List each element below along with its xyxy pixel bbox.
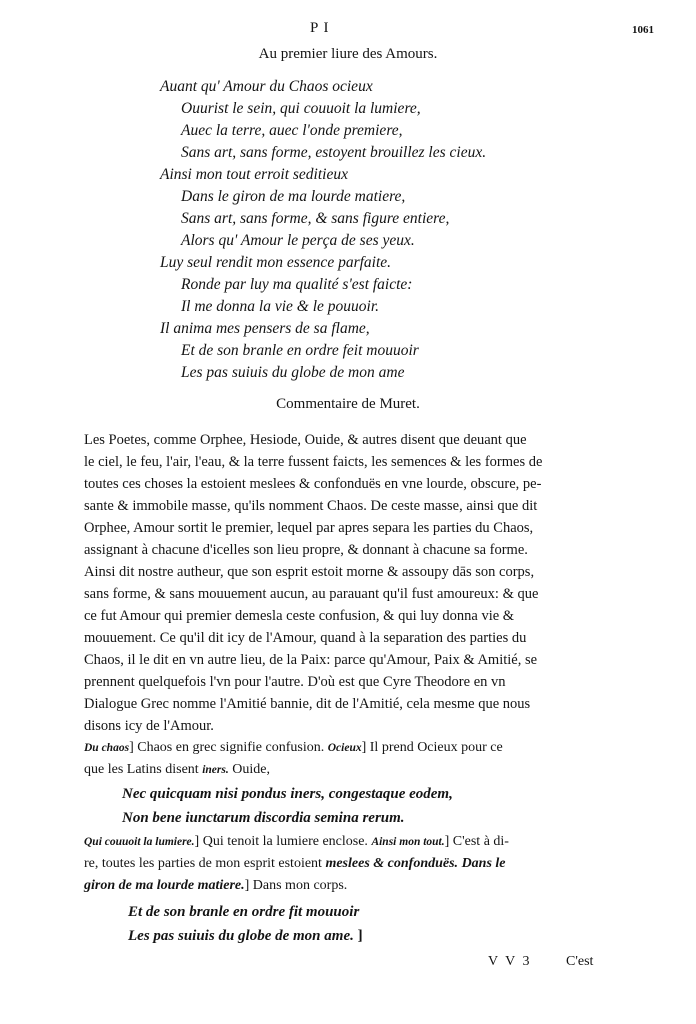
commentary-line: Orphee, Amour sortit le premier, lequel par apres separa les parties du Chaos, <box>84 520 534 536</box>
note-lemma: Ocieux <box>327 742 362 754</box>
note-line <box>84 762 270 778</box>
note-text: que les Latins disent <box>84 762 199 777</box>
note-line <box>84 878 347 894</box>
note-line <box>84 856 506 872</box>
poem-line: Et de son branle en ordre feit mouuoir <box>181 342 419 359</box>
poem-line: Auec la terre, auec l'onde premiere, <box>181 122 403 139</box>
quoted-verse-line: Et de son branle en ordre fit mouuoir <box>128 904 360 920</box>
poem-line: Sans art, sans forme, estoyent brouillez les cieux. <box>181 144 487 161</box>
poem-line: Alors qu' Amour le perça de ses yeux. <box>181 232 415 249</box>
commentary-line: sante & immobile masse, qu'ils nomment Chaos. De ceste masse, ainsi que dit <box>84 498 538 514</box>
poem-line: Ronde par luy ma qualité s'est faicte: <box>181 276 413 293</box>
latin-quote-line: Nec quicquam nisi pondus iners, congestaque eodem, <box>122 786 453 802</box>
poem-line: Luy seul rendit mon essence parfaite. <box>160 254 392 271</box>
commentary-line: Les Poetes, comme Orphee, Hesiode, Ouide, & autres disent que deuant que <box>84 432 527 448</box>
latin-quote-line: Non bene iunctarum discordia semina rerum. <box>122 810 405 826</box>
note-text: ] Dans mon corps. <box>244 878 348 893</box>
note-text: Ouide, <box>232 762 270 777</box>
note-line <box>84 740 503 756</box>
section-title: Au premier liure des Amours. <box>258 46 438 62</box>
commentary-line: disons icy de l'Amour. <box>84 718 214 734</box>
note-line <box>84 834 509 850</box>
note-text: ] C'est à di- <box>444 834 509 849</box>
note-text: ] Qui tenoit la lumiere enclose. <box>194 834 368 849</box>
footer-signature: V V 3 <box>488 954 532 969</box>
commentary-line: le ciel, le feu, l'air, l'eau, & la terre fussent faicts, les semences & les formes de <box>84 454 543 470</box>
commentary-title: Commentaire de Muret. <box>276 396 420 412</box>
quoted-verse-text: Les pas suiuis du globe de mon ame. <box>128 928 354 944</box>
closing-bracket: ] <box>357 928 363 944</box>
poem-line: Ainsi mon tout erroit seditieux <box>160 166 348 183</box>
commentary-line: prennent quelquefois l'vn pour l'autre. D'où est que Cyre Theodore en vn <box>84 674 506 690</box>
note-lemma: giron de ma lourde matiere. <box>84 878 245 893</box>
signature-mark: P I <box>310 20 330 36</box>
poem-line: Les pas suiuis du globe de mon ame <box>181 364 405 381</box>
poem-line: Sans art, sans forme, & sans figure entiere, <box>181 210 450 227</box>
note-text: ] Chaos en grec signifie confusion. <box>129 740 325 755</box>
note-lemma: Dans le <box>461 856 506 871</box>
note-latin-word: iners. <box>202 764 229 776</box>
poem-line: Ouurist le sein, qui couuoit la lumiere, <box>181 100 421 117</box>
note-lemma: Ainsi mon tout. <box>371 836 445 848</box>
commentary-line: Ainsi dit nostre autheur, que son esprit estoit morne & assoupy dās son corps, <box>84 564 535 580</box>
folio-number: 1061 <box>632 24 654 36</box>
quoted-verse-line <box>128 928 363 945</box>
commentary-line: Chaos, il le dit en vn autre lieu, de la Paix: parce qu'Amour, Paix & Amitié, se <box>84 652 538 668</box>
commentary-line: Dialogue Grec nomme l'Amitié bannie, dit de l'Amitié, cela mesme que nous <box>84 696 531 712</box>
note-lemma: Qui couuoit la lumiere. <box>84 836 195 848</box>
poem-line: Auant qu' Amour du Chaos ocieux <box>160 78 373 95</box>
poem-line: Il me donna la vie & le pouuoir. <box>181 298 380 315</box>
commentary-line: toutes ces choses la estoient meslees & confonduës en vne lourde, obscure, pe- <box>84 476 542 492</box>
commentary-line: sans forme, & sans mouuement aucun, au parauant qu'il fust amoureux: & que <box>84 586 539 602</box>
note-text: re, toutes les parties de mon esprit estoient <box>84 856 322 871</box>
note-lemma: Du chaos <box>84 742 130 754</box>
commentary-line: assignant à chacune d'icelles son lieu propre, & donnant à chacune sa forme. <box>84 542 528 558</box>
catchword: C'est <box>566 954 594 969</box>
note-emphasis: meslees & confonduës. <box>325 856 459 871</box>
commentary-line: mouuement. Ce qu'il dit icy de l'Amour, quand à la separation des parties du <box>84 630 527 646</box>
note-text: ] Il prend Ocieux pour ce <box>361 740 503 755</box>
poem-line: Dans le giron de ma lourde matiere, <box>181 188 406 205</box>
commentary-line: ce fut Amour qui premier demesla ceste confusion, & qui luy donna vie & <box>84 608 515 624</box>
poem-line: Il anima mes pensers de sa flame, <box>160 320 370 337</box>
